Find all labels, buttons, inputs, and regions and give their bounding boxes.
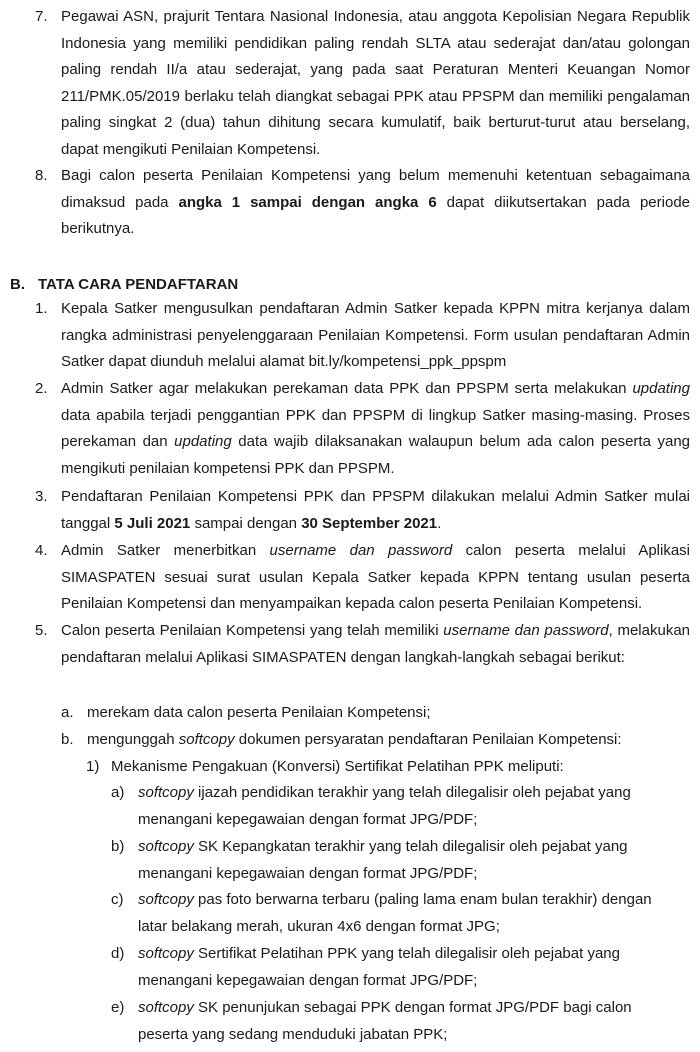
- item-number: 5.: [35, 622, 48, 639]
- item-letter: c): [111, 891, 124, 908]
- item-number: 7.: [35, 8, 48, 25]
- item-text: Mekanisme Pengakuan (Konversi) Sertifikat Pelatihan PPK meliputi:: [111, 758, 564, 775]
- item-number: 3.: [35, 488, 48, 505]
- item-text: softcopy SK penunjukan sebagai PPK dengan format JPG/PDF bagi calon peserta yang sedang menduduki jabatan PPK;: [138, 999, 632, 1043]
- section-letter: B.: [10, 276, 25, 293]
- item-text: Pegawai ASN, prajurit Tentara Nasional Indonesia, atau anggota Kepolisian Negara Republik Indonesia yang memiliki pendidikan paling rendah SLTA atau sederajat dan/atau golongan paling rendah II/a atau sederajat, yang pada saat Peraturan Menteri Keuangan Nomor 211/PMK.05/2019 berlaku telah diangkat sebagai PPK atau PPSPM dan memiliki pengalaman paling singkat 2 (dua) tahun dihitung secara kumulatif, baik berturut-turut atau berselang, dapat mengikuti Penilaian Kompetensi.: [61, 8, 690, 158]
- section-heading-b: [10, 272, 238, 299]
- item-letter: a): [111, 784, 125, 801]
- item-letter: b): [111, 838, 125, 855]
- item-text: softcopy SK Kepangkatan terakhir yang telah dilegalisir oleh pejabat yang menangani kepegawaian dengan format JPG/PDF;: [138, 838, 628, 882]
- item-text: Calon peserta Penilaian Kompetensi yang telah memiliki username dan password, melakukan pendaftaran melalui Aplikasi SIMASPATEN dengan langkah-langkah sebagai berikut:: [61, 622, 690, 666]
- item-text: mengunggah softcopy dokumen persyaratan pendaftaran Penilaian Kompetensi:: [87, 731, 622, 748]
- bold-reference: angka 1 sampai dengan angka 6: [178, 193, 437, 211]
- item-text: Bagi calon peserta Penilaian Kompetensi yang belum memenuhi ketentuan sebagaimana dimaksud pada angka 1 sampai dengan angka 6 dapat diikutsertakan pada periode berikutnya.: [61, 167, 690, 237]
- item-text: merekam data calon peserta Penilaian Kompetensi;: [87, 704, 431, 721]
- item-number: 1): [86, 758, 100, 775]
- item-text: Admin Satker menerbitkan username dan password calon peserta melalui Aplikasi SIMASPATEN sesuai surat usulan Kepala Satker kepada KPPN tentang usulan peserta Penilaian Kompetensi dan menyampaikan kepada calon peserta Penilaian Kompetensi.: [61, 542, 691, 612]
- item-letter: b.: [61, 731, 74, 748]
- item-text: softcopy pas foto berwarna terbaru (paling lama enam bulan terakhir) dengan latar belakang merah, ukuran 4x6 dengan format JPG;: [138, 891, 652, 935]
- item-number: 4.: [35, 542, 48, 559]
- item-text: softcopy ijazah pendidikan terakhir yang telah dilegalisir oleh pejabat yang menangani kepegawaian dengan format JPG/PDF;: [138, 784, 631, 828]
- end-date: 30 September 2021: [301, 514, 438, 532]
- item-text: Kepala Satker mengusulkan pendaftaran Admin Satker kepada KPPN mitra kerjanya dalam rangka administrasi penyelenggaraan Penilaian Kompetensi. Form usulan pendaftaran Admin Satker dapat diunduh melalui alamat bit.ly/kompetensi_ppk_ppspm: [61, 300, 690, 370]
- item-letter: d): [111, 945, 125, 962]
- item-letter: a.: [61, 704, 74, 721]
- item-text: Pendaftaran Penilaian Kompetensi PPK dan PPSPM dilakukan melalui Admin Satker mulai tanggal 5 Juli 2021 sampai dengan 30 September 2021.: [61, 488, 690, 532]
- item-letter: e): [111, 999, 125, 1016]
- item-text: softcopy Sertifikat Pelatihan PPK yang telah dilegalisir oleh pejabat yang menangani kepegawaian dengan format JPG/PDF;: [138, 945, 620, 989]
- item-text: Admin Satker agar melakukan perekaman data PPK dan PPSPM serta melakukan updating data apabila terjadi penggantian PPK dan PPSPM di lingkup Satker masing-masing. Proses perekaman dan updating data wajib dilaksanakan walaupun belum ada calon peserta yang mengikuti penilaian kompetensi PPK dan PPSPM.: [61, 380, 691, 477]
- start-date: 5 Juli 2021: [114, 514, 191, 532]
- item-number: 2.: [35, 380, 48, 397]
- section-title: TATA CARA PENDAFTARAN: [38, 276, 239, 293]
- item-number: 8.: [35, 167, 48, 184]
- item-number: 1.: [35, 300, 48, 317]
